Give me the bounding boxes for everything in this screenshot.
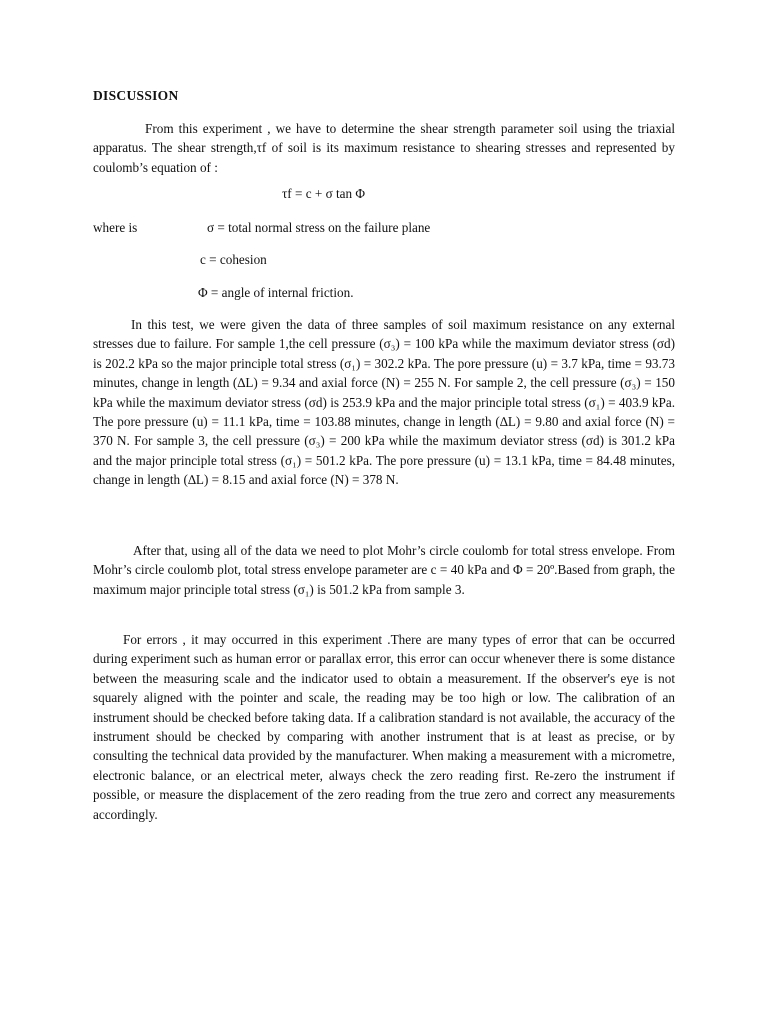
coulomb-equation: τf = c + σ tan Φ <box>282 186 366 201</box>
errors-paragraph: For errors , it may occurred in this experiment .There are many types of error that can be occurred during experiment such as human error or parallax error, this error can occur whenever there is some distance between the measuring scale and the indicator used to obtain a measurement. If the observer's eye is not squarely aligned with the pointer and scale, the reading may be too high or low. The calibration of an instrument should be checked before taking data. If a calibration standard is not available, the accuracy of the instrument should be checked by comparing with another instrument that is at least as precise, or by consulting the technical data provided by the manufacturer. When making a measurement with a micrometre, electronic balance, or an electrical meter, always check the zero reading first. Re-zero the instrument if possible, or measure the displacement of the zero reading from the true zero and correct any measurements accordingly. <box>93 632 675 822</box>
intro-paragraph: From this experiment , we have to determine the shear strength parameter soil using the triaxial apparatus. The shear strength,τf of soil is its maximum resistance to shearing stresses and represented by coulomb’s equation of : <box>93 121 675 175</box>
mohr-circle-paragraph: After that, using all of the data we need to plot Mohr’s circle coulomb for total stress envelope. From Mohr’s circle coulomb plot, total stress envelope parameter are c = 40 kPa and Φ = 20º.Based from graph, the maximum major principle total stress (σ₁) is 501.2 kPa from sample 3. <box>93 543 675 597</box>
definition-cohesion: c = cohesion <box>200 252 267 267</box>
definition-friction-angle: Φ = angle of internal friction. <box>198 285 354 300</box>
section-heading: DISCUSSION <box>93 88 179 103</box>
where-label: where is <box>93 220 138 235</box>
definition-sigma: σ = total normal stress on the failure plane <box>207 220 431 235</box>
samples-paragraph: In this test, we were given the data of three samples of soil maximum resistance on any external stresses due to failure. For sample 1,the cell pressure (σ₃) = 100 kPa while the maximum deviator stress (σd) is 202.2 kPa so the major principle total stress (σ₁) = 302.2 kPa. The pore pressure (u) = 3.7 kPa, time = 93.73 minutes, change in length (∆L) = 9.34 and axial force (N) = 255 N. For sample 2, the cell pressure (σ₃) = 150 kPa while the maximum deviator stress (σd) is 253.9 kPa and the major principle total stress (σ₁) = 403.9 kPa. The pore pressure (u) = 11.1 kPa, time = 103.88 minutes, change in length (∆L) = 9.80 and axial force (N) = 370 N. For sample 3, the cell pressure (σ₃) = 200 kPa while the maximum deviator stress (σd) is 301.2 kPa and the major principle total stress (σ₁) = 501.2 kPa. The pore pressure (u) = 13.1 kPa, time = 84.48 minutes, change in length (∆L) = 8.15 and axial force (N) = 378 N. <box>93 317 675 488</box>
